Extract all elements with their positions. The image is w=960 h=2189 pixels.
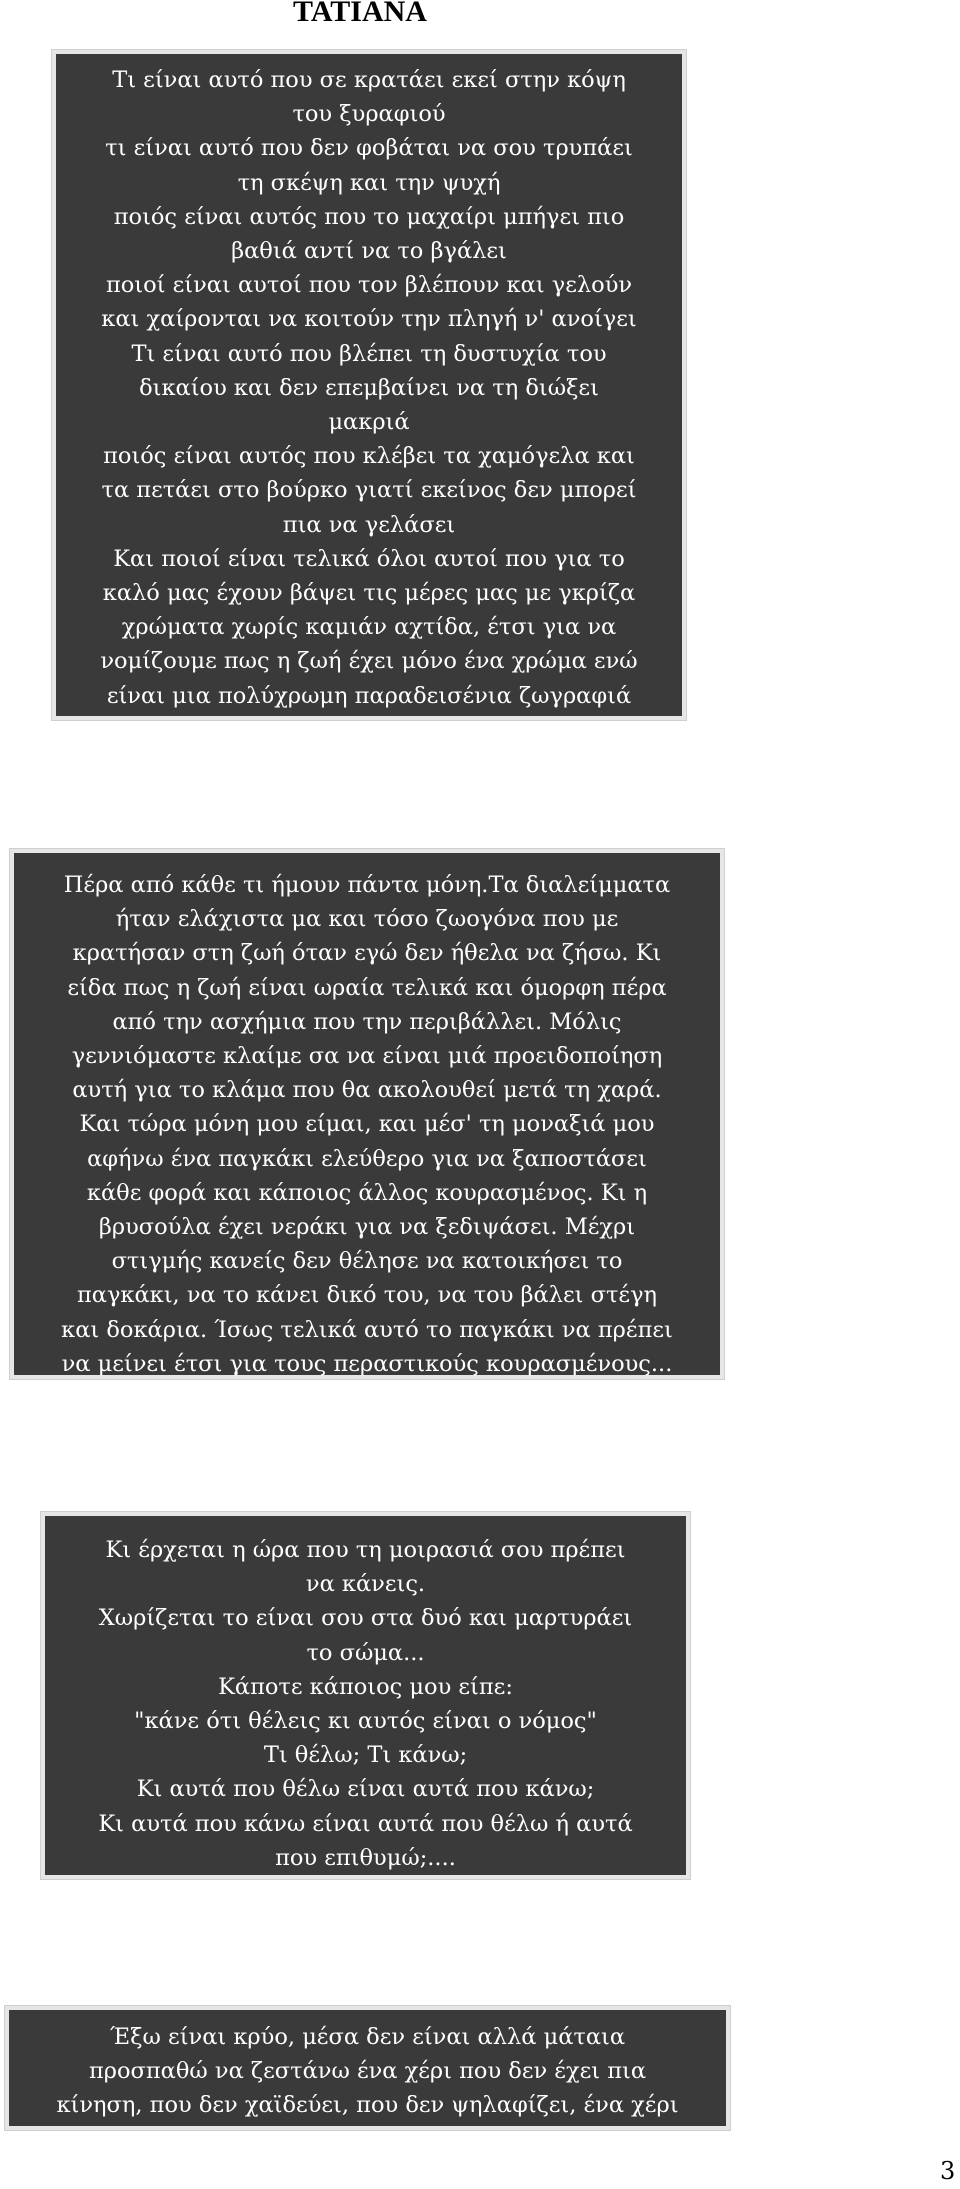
poem-line: Τι είναι αυτό που σε κρατάει εκεί στην κόψη [112,67,626,93]
poem-line: το σώμα... [306,1639,425,1666]
poem-line: μακριά [328,409,410,436]
poem-line: Τι είναι αυτό που βλέπει τη δυστυχία του [131,340,607,367]
poem-line: αφήνω ένα παγκάκι ελεύθερο για να ξαποστάσει [87,1145,647,1172]
poem-line: αυτή για το κλάμα που θα ακολουθεί μετά τη χαρά. [72,1077,662,1104]
poem-line: Και τώρα μόνη μου είμαι, και μέσ' τη μοναξιά μου [79,1111,655,1138]
poem-box-1 [52,50,686,720]
poem-line: να μείνει έτσι για τους περαστικούς κουρασμένους... [61,1350,673,1377]
poem-line: καλό μας έχουν βάψει τις μέρες μας με γκρίζα [102,580,636,607]
poem-line: Και ποιοί είναι τελικά όλοι αυτοί που για το [113,545,625,572]
poem-box-2 [10,849,724,1379]
poem-line: ήταν ελάχιστα μα και τόσο ζωογόνα που με [115,906,619,933]
poem-line: ποιοί είναι αυτοί που τον βλέπουν και γελούν [105,272,633,299]
poem-line: ποιός είναι αυτός που το μαχαίρι μπήγει πιο [113,203,625,230]
poem-line: προσπαθώ να ζεστάνω ένα χέρι που δεν έχει πια [88,2058,647,2085]
poem-line: Κάποτε κάποιος μου είπε: [218,1673,513,1700]
poem-line: γεννιόμαστε κλαίμε σα να είναι μιά προειδοποίηση [71,1043,663,1070]
poem-line: χρώματα χωρίς καμιάν αχτίδα, έτσι για να [121,614,617,641]
poem-line: Τι θέλω; Τι κάνω; [263,1742,468,1769]
poem-line: "κάνε ότι θέλεις κι αυτός είναι ο νόμος" [134,1708,597,1735]
poem-line: κάθε φορά και κάποιος άλλος κουρασμένος. Κι η [86,1179,648,1206]
poem-line: τα πετάει στο βούρκο γιατί εκείνος δεν μπορεί [101,477,637,504]
poem-box-4 [5,2006,730,2130]
poem-line: βαθιά αντί να το βγάλει [231,238,507,265]
poem-line: τι είναι αυτό που δεν φοβάται να σου τρυπάει [105,135,633,162]
poem-line: νομίζουμε πως η ζωή έχει μόνο ένα χρώμα ενώ [100,648,638,675]
poem-line: δικαίου και δεν επεμβαίνει να τη διώξει [139,374,599,401]
poem-line: κίνηση, που δεν χαϊδεύει, που δεν ψηλαφίζει, ένα χέρι [56,2092,679,2119]
poem-line: Έξω είναι κρύο, μέσα δεν είναι αλλά μάταια [109,2024,626,2050]
poem-line: παγκάκι, να το κάνει δικό του, να του βάλει στέγη [76,1282,658,1309]
poem-line: Κι έρχεται η ώρα που τη μοιρασιά σου πρέπει [105,1537,626,1563]
poem-line: είναι μια πολύχρωμη παραδεισένια ζωγραφιά [106,682,632,709]
page-title: TATIANA [293,0,427,28]
poem-line: και χαίρονται να κοιτούν την πληγή ν' ανοίγει [101,306,637,333]
poem-line: του ξυραφιού [292,101,446,128]
poem-line: πια να γελάσει [282,511,456,538]
poem-line: Πέρα από κάθε τι ήμουν πάντα μόνη.Τα διαλείμματα [63,872,671,898]
poem-line: στιγμής κανείς δεν θέλησε να κατοικήσει το [111,1248,623,1275]
poem-line: κρατήσαν στη ζωή όταν εγώ δεν ήθελα να ζήσω. Κι [72,940,662,967]
poem-line: να κάνεις. [305,1571,426,1598]
poem-line: και δοκάρια. Ίσως τελικά αυτό το παγκάκι να πρέπει [61,1316,673,1343]
page-number: 3 [940,2157,956,2185]
poem-line: είδα πως η ζωή είναι ωραία τελικά και όμορφη πέρα [67,974,667,1001]
poem-line: τη σκέψη και την ψυχή [237,169,501,196]
poem-line: που επιθυμώ;.... [275,1844,456,1871]
poem-line: από την ασχήμια που την περιβάλλει. Μόλις [112,1008,622,1035]
poem-box-3 [41,1512,690,1879]
poem-line: ποιός είναι αυτός που κλέβει τα χαμόγελα και [103,443,635,470]
poem-line: Κι αυτά που θέλω είναι αυτά που κάνω; [136,1776,595,1803]
poem-line: Κι αυτά που κάνω είναι αυτά που θέλω ή αυτά [98,1810,633,1837]
poem-line: βρυσούλα έχει νεράκι για να ξεδιψάσει. Μέχρι [98,1214,636,1241]
poem-line: Χωρίζεται το είναι σου στα δυό και μαρτυράει [98,1605,633,1632]
